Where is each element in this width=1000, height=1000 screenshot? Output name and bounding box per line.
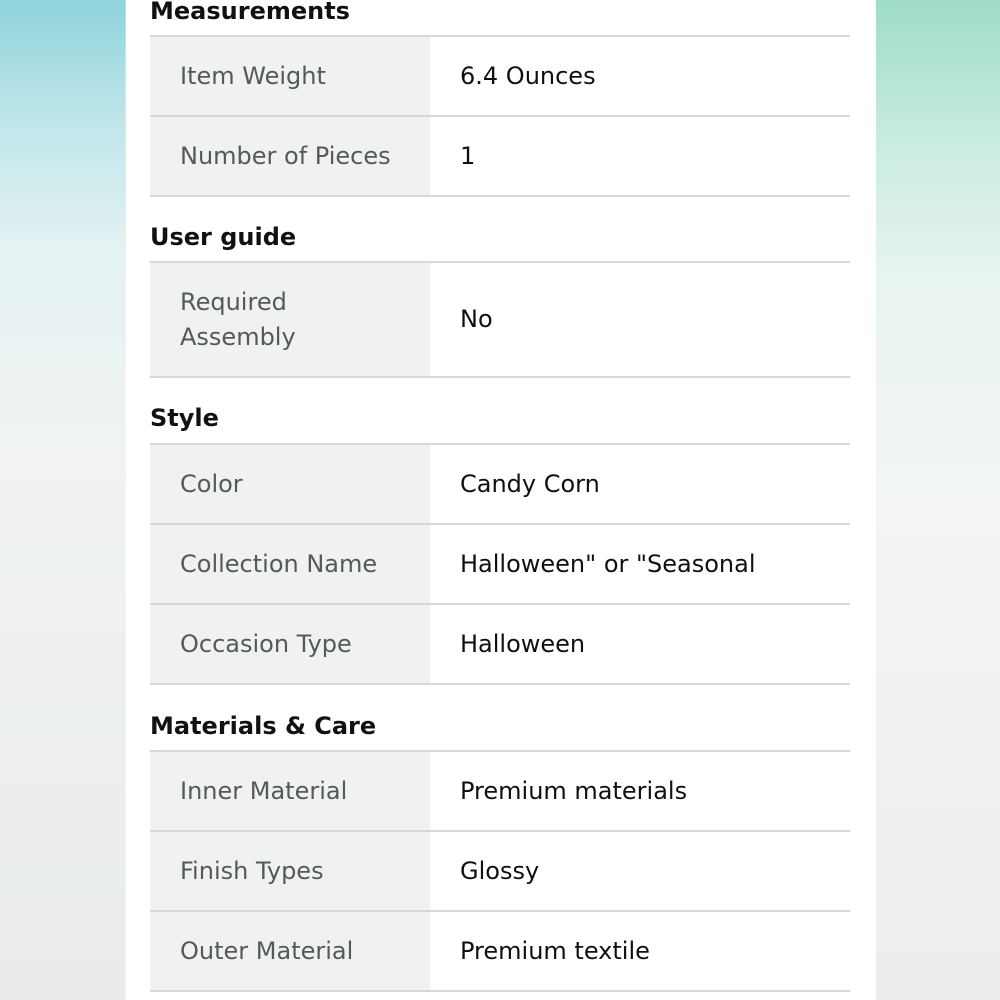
row-value-inner-material: Premium materials xyxy=(460,776,688,805)
row-value-color: Candy Corn xyxy=(460,469,600,498)
row-value-collection-name: Halloween" or "Seasonal xyxy=(460,549,756,578)
section-heading-measurements: Measurements xyxy=(150,0,350,25)
row-key-collection-name: Collection Name xyxy=(150,525,430,603)
table-row xyxy=(150,37,850,117)
table-row xyxy=(150,263,850,378)
row-value-number-of-pieces: 1 xyxy=(460,141,476,170)
background-right xyxy=(876,0,1000,1000)
table-row xyxy=(150,605,850,685)
measurements-table xyxy=(150,35,850,197)
materials-care-table xyxy=(150,750,850,992)
section-heading-style: Style xyxy=(150,404,219,432)
row-value-outer-material: Premium textile xyxy=(460,936,650,965)
user-guide-table xyxy=(150,261,850,378)
background-left xyxy=(0,0,125,1000)
row-value-occasion-type: Halloween xyxy=(460,629,586,658)
table-row xyxy=(150,525,850,605)
table-row xyxy=(150,832,850,912)
row-key-outer-material: Outer Material xyxy=(150,912,430,990)
row-value-required-assembly: No xyxy=(460,305,493,333)
table-row xyxy=(150,117,850,197)
row-key-occasion-type: Occasion Type xyxy=(150,605,430,683)
row-key-finish-types: Finish Types xyxy=(150,832,430,910)
row-key-inner-material: Inner Material xyxy=(150,752,430,830)
section-heading-materials-care: Materials & Care xyxy=(150,712,377,740)
row-value-finish-types: Glossy xyxy=(460,856,540,885)
row-key-required-assembly: Required Assembly xyxy=(150,263,430,376)
section-heading-user-guide: User guide xyxy=(150,223,297,251)
row-key-item-weight: Item Weight xyxy=(150,37,430,115)
row-value-item-weight: 6.4 Ounces xyxy=(460,61,596,90)
row-key-number-of-pieces: Number of Pieces xyxy=(150,117,430,195)
row-key-color: Color xyxy=(150,445,430,523)
style-table xyxy=(150,443,850,685)
table-row xyxy=(150,912,850,992)
table-row xyxy=(150,445,850,525)
table-row xyxy=(150,752,850,832)
product-details-panel xyxy=(126,0,876,1000)
